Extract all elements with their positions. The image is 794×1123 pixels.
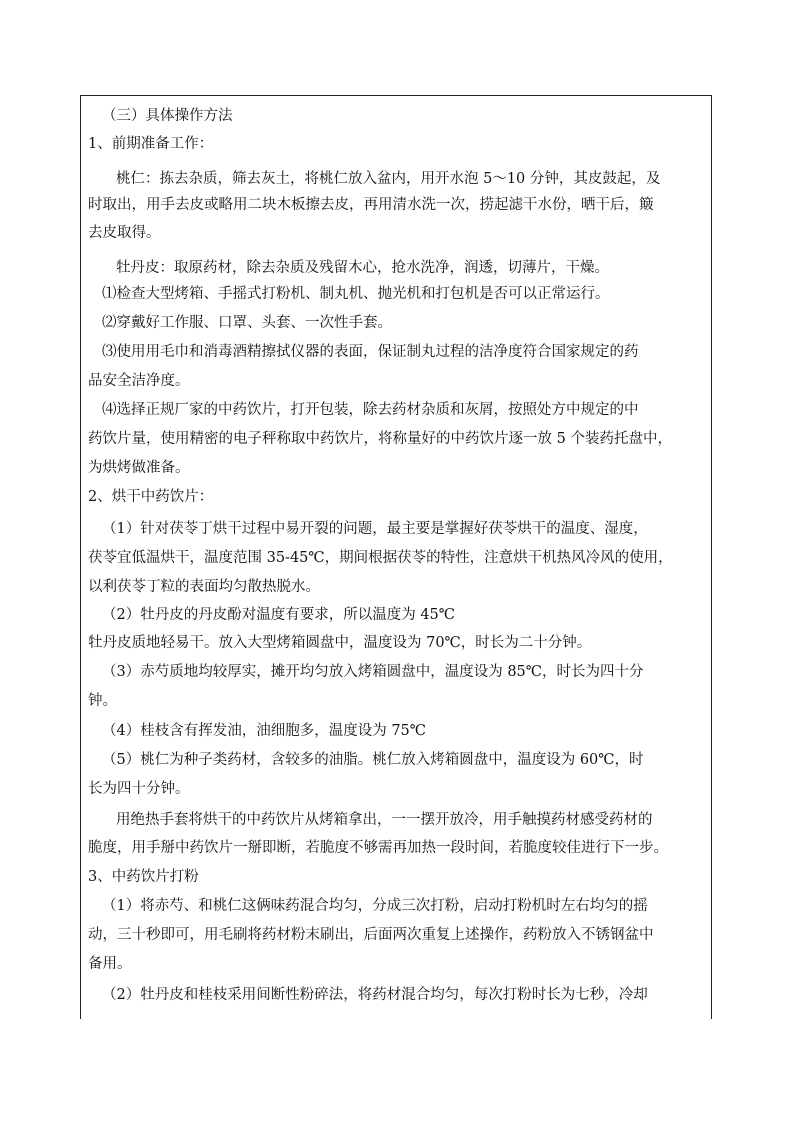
text-line: 药饮片量，使用精密的电子秤称取中药饮片，将称量好的中药饮片逐一放 5 个装药托盘中， <box>88 431 672 447</box>
text-line: 去皮取得。 <box>88 225 161 241</box>
text-line: 动，三十秒即可，用毛刷将药材粉末刷出，后面两次重复上述操作，药粉放入不锈钢盆中 <box>88 927 654 943</box>
text-line: ⑵穿戴好工作服、口罩、头套、一次性手套。 <box>102 315 392 331</box>
text-line: ⑴检查大型烤箱、手摇式打粉机、制丸机、抛光机和打包机是否可以正常运行。 <box>102 286 610 302</box>
step-heading: 2、烘干中药饮片： <box>88 489 214 505</box>
text-line: （2）牡丹皮的丹皮酚对温度有要求，所以温度为 45℃ <box>102 607 456 623</box>
text-line: 茯苓宜低温烘干，温度范围 35-45℃，期间根据茯苓的特性，注意烘干机热风冷风的使用， <box>88 550 673 566</box>
text-line: ⑷选择正规厂家的中药饮片，打开包装，除去药材杂质和灰屑，按照处方中规定的中 <box>102 402 639 418</box>
text-line: （3）赤芍质地均较厚实，摊开均匀放入烤箱圆盘中，温度设为 85℃，时长为四十分 <box>102 664 644 680</box>
text-line: 为烘烤做准备。 <box>88 460 190 476</box>
text-line: 脆度，用手掰中药饮片一掰即断，若脆度不够需再加热一段时间，若脆度较佳进行下一步。 <box>88 840 668 856</box>
text-line: （5）桃仁为种子类药材，含较多的油脂。桃仁放入烤箱圆盘中，温度设为 60℃，时 <box>102 752 644 768</box>
text-line: 品安全洁净度。 <box>88 373 190 389</box>
text-line: 钟。 <box>88 693 117 709</box>
text-line: 牡丹皮：取原药材，除去杂质及残留木心，抢水洗净，润透，切薄片，干燥。 <box>116 260 609 276</box>
text-line: 备用。 <box>88 956 132 972</box>
text-line: 桃仁：拣去杂质，筛去灰土，将桃仁放入盆内，用开水泡 5～10 分钟，其皮鼓起，及 <box>116 171 661 187</box>
text-line: 牡丹皮质地轻易干。放入大型烤箱圆盘中，温度设为 70℃，时长为二十分钟。 <box>88 635 592 651</box>
text-line: 用绝热手套将烘干的中药饮片从烤箱拿出，一一摆开放冷，用手触摸药材感受药材的 <box>116 812 653 828</box>
step-heading: 1、前期准备工作： <box>88 136 214 152</box>
text-line: 以利茯苓丁粒的表面均匀散热脱水。 <box>88 579 320 595</box>
text-line: 时取出，用手去皮或略用二块木板擦去皮，再用清水洗一次，捞起滤干水份，晒干后，簸 <box>88 197 654 213</box>
step-heading: 3、中药饮片打粉 <box>88 869 199 885</box>
section-heading: （三）具体操作方法 <box>102 108 233 124</box>
text-line: （4）桂枝含有挥发油，油细胞多，温度设为 75℃ <box>102 723 427 739</box>
text-line: （1）将赤芍、和桃仁这俩味药混合均匀，分成三次打粉，启动打粉机时左右均匀的摇 <box>102 898 648 914</box>
text-line: ⑶使用用毛巾和消毒酒精擦拭仪器的表面，保证制丸过程的洁净度符合国家规定的药 <box>102 344 639 360</box>
text-line: 长为四十分钟。 <box>88 781 190 797</box>
text-line: （1）针对茯苓丁烘干过程中易开裂的问题，最主要是掌握好茯苓烘干的温度、湿度， <box>102 521 648 537</box>
text-line: （2）牡丹皮和桂枝采用间断性粉碎法，将药材混合均匀，每次打粉时长为七秒，冷却 <box>102 987 648 1003</box>
